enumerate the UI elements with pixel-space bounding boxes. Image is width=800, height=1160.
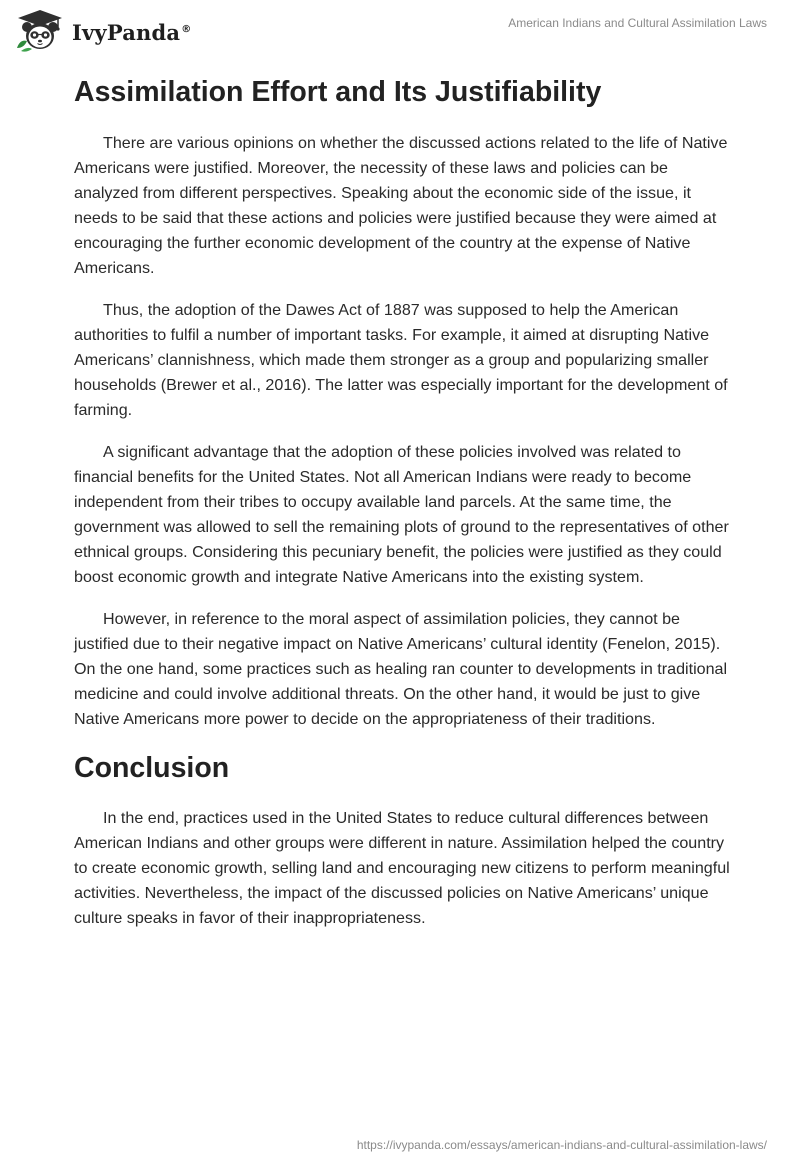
paragraph: A significant advantage that the adoption of these policies involved was related to financial benefits for the United States. Not all American Indians were ready to become independent from their tribes to occupy available land parcels. At the same time, the government was allowed to sell the remaining plots of ground to the representatives of other ethnical groups. Considering this pecuniary benefit, the policies were justified as they could boost economic growth and integrate Native Americans into the existing system. <box>74 443 729 586</box>
document-title: American Indians and Cultural Assimilation Laws <box>508 16 767 30</box>
section-heading: Assimilation Effort and Its Justifiability <box>74 76 602 108</box>
brand-name: IvyPanda® <box>72 19 192 45</box>
section-heading: Conclusion <box>74 752 230 784</box>
source-url[interactable]: https://ivypanda.com/essays/american-indians-and-cultural-assimilation-laws/ <box>356 1138 767 1152</box>
page-header <box>0 0 800 60</box>
brand-logo[interactable] <box>14 8 191 52</box>
panda-graduate-logo-icon <box>14 8 66 52</box>
essay-content <box>74 70 734 931</box>
paragraph: There are various opinions on whether the discussed actions related to the life of Native Americans were justified. Moreover, the necessity of these laws and policies can be analyzed from different perspectives. Speaking about the economic side of the issue, it needs to be said that these actions and policies were justified because they were aimed at encouraging the further economic development of the country at the expense of Native Americans. <box>74 134 728 277</box>
paragraph: In the end, practices used in the United States to reduce cultural differences between American Indians and other groups were different in nature. Assimilation helped the country to create economic growth, selling land and encouraging new citizens to perform meaningful activities. Nevertheless, the impact of the discussed policies on Native Americans’ unique culture speaks in favor of their inappropriateness. <box>74 809 730 927</box>
paragraph: However, in reference to the moral aspect of assimilation policies, they cannot be justified due to their negative impact on Native Americans’ cultural identity (Fenelon, 2015). On the one hand, some practices such as healing ran counter to developments in traditional medicine and could involve additional threats. On the other hand, it would be just to give Native Americans more power to decide on the appropriateness of their traditions. <box>74 610 728 728</box>
paragraph: Thus, the adoption of the Dawes Act of 1887 was supposed to help the American authorities to fulfil a number of important tasks. For example, it aimed at disrupting Native Americans’ clannishness, which made them stronger as a group and popularizing smaller households (Brewer et al., 2016). The latter was especially important for the development of farming. <box>74 301 728 419</box>
